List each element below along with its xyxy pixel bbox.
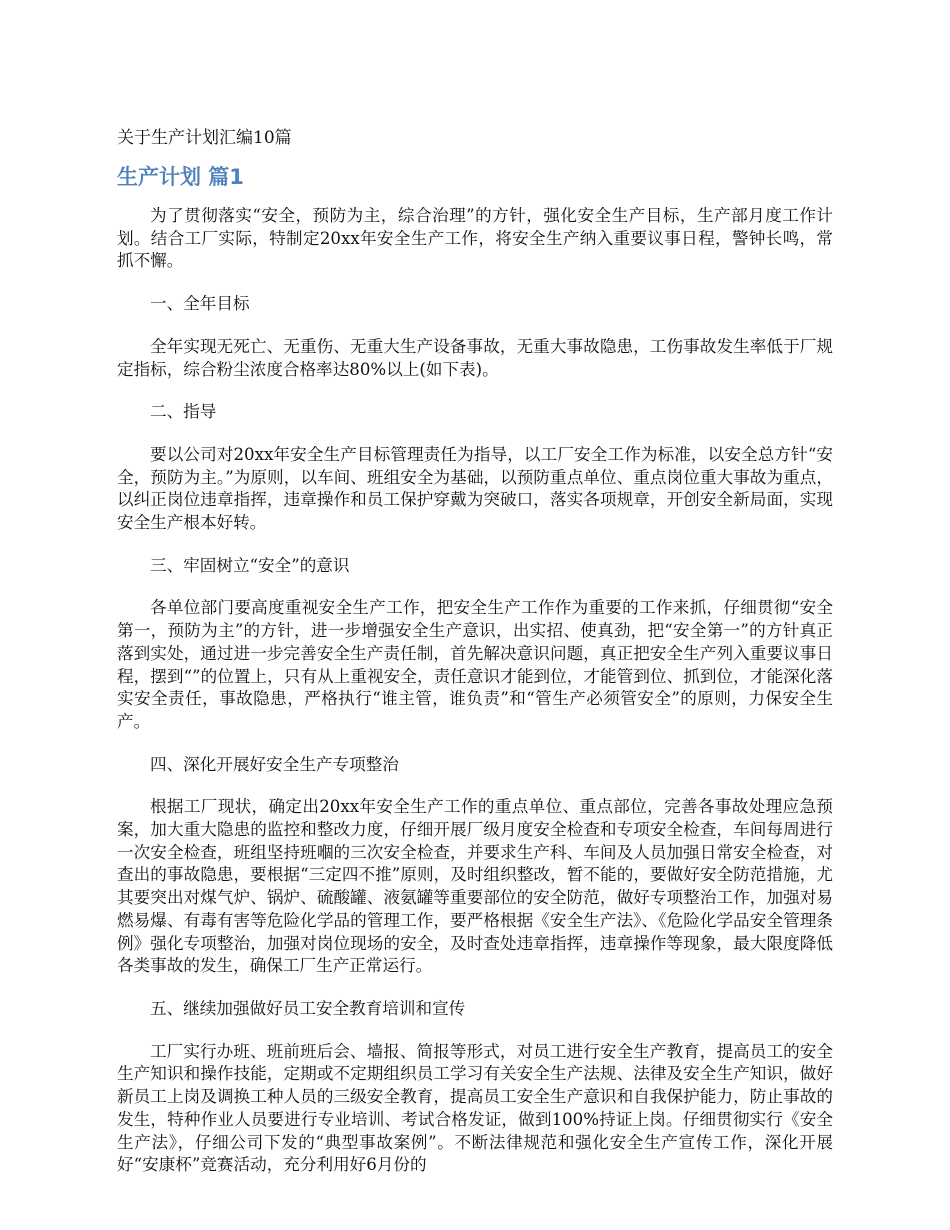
subheading-guidance: 二、指导 <box>150 402 217 422</box>
subheading-special-rectification: 四、深化开展好安全生产专项整治 <box>150 754 399 774</box>
paragraph-training: 工厂实行办班、班前班后会、墙报、简报等形式，对员工进行安全生产教育，提高员工的安全生产知识和操作技能，定期或不定期组织员工学习有关安全生产法规、法律及安全生产知识，做好新员工上岗及调换工种人员的三级安全教育，提高员工安全生产意识和自我保护能力，防止事故的发生，特种作业人员要进行专业培训、考试合格发证，做到100%持证上岗。仔细贯彻实行《安全生产法》，仔细公司下发的“典型事故案例”。不断法律规范和强化安全生产宣传工作，深化开展好“安康杯”竞赛活动，充分利用好6月份的 <box>117 1041 833 1175</box>
subheading-training: 五、继续加强做好员工安全教育培训和宣传 <box>150 998 466 1018</box>
paragraph-special-rectification: 根据工厂现状，确定出20xx年安全生产工作的重点单位、重点部位，完善各事故处理应急预案，加大重大隐患的监控和整改力度，仔细开展厂级月度安全检查和专项安全检查，车间每周进行一次安全检查，班组坚持班嗰的三次安全检查，并要求生产科、车间及人员加强日常安全检查，对查出的事故隐患，要根据“三定四不推”原则，及时组织整改，暂不能的，要做好安全防范措施，尤其要突出对煤气炉、锅炉、硫酸罐、液氨罐等重要部位的安全防范，做好专项整治工作，加强对易燃易爆、有毒有害等危险化学品的管理工作，要严格根据《安全生产法》、《危险化学品安全管理条例》强化专项整治，加强对岗位现场的安全，及时查处违章指挥，违章操作等现象，最大限度降低各类事故的发生，确保工厂生产正常运行。 <box>117 797 833 976</box>
paragraph-guidance: 要以公司对20xx年安全生产目标管理责任为指导，以工厂安全工作为标准，以安全总方针“安全，预防为主。”为原则，以车间、班组安全为基础，以预防重点单位、重点岗位重大事故为重点，以纠正岗位违章指挥，违章操作和员工保护穿戴为突破口，落实各项规章，开创安全新局面，实现安全生产根本好转。 <box>117 444 833 533</box>
document-title: 关于生产计划汇编10篇 <box>117 128 292 148</box>
paragraph-annual-goal: 全年实现无死亡、无重伤、无重大生产设备事故，无重大事故隐患，工伤事故发生率低于厂规定指标，综合粉尘浓度合格率达80%以上(如下表)。 <box>117 336 833 379</box>
paragraph-intro: 为了贯彻落实“安全，预防为主，综合治理”的方针，强化安全生产目标，生产部月度工作计划。结合工厂实际，特制定20xx年安全生产工作，将安全生产纳入重要议事日程，警钟长鸣，常抓不懈。 <box>117 206 833 271</box>
subheading-safety-awareness: 三、牢固树立“安全”的意识 <box>150 555 350 575</box>
paragraph-safety-awareness: 各单位部门要高度重视安全生产工作，把安全生产工作作为重要的工作来抓，仔细贯彻“安全第一，预防为主”的方针，进一步增强安全生产意识，出实招、使真劲，把“安全第一”的方针真正落到实处，通过进一步完善安全生产责任制，首先解决意识问题，真正把安全生产列入重要议事日程，摆到“”的位置上，只有从上重视安全，责任意识才能到位，才能管到位、抓到位，才能深化落实安全责任，事故隐患，严格执行“谁主管，谁负责”和“管生产必须管安全”的原则，力保安全生产。 <box>117 598 833 731</box>
section-heading: 生产计划 篇1 <box>117 165 244 189</box>
subheading-annual-goal: 一、全年目标 <box>150 294 250 314</box>
document-body <box>117 205 833 1197</box>
